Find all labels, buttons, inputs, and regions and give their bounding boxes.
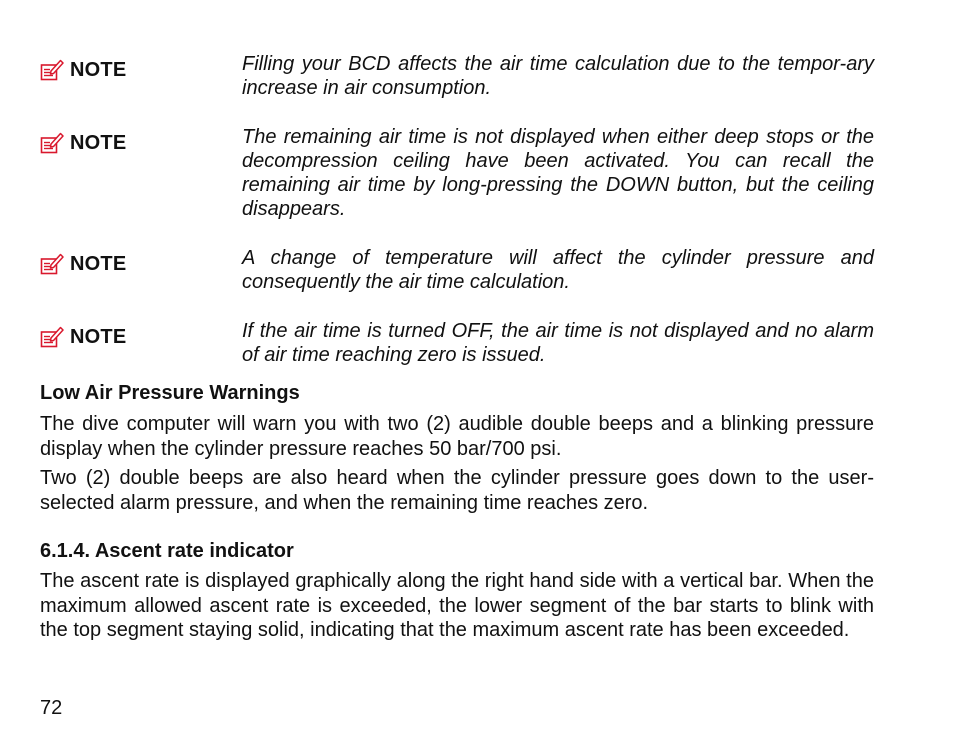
note-word: NOTE: [70, 58, 127, 81]
note-word: NOTE: [70, 252, 127, 275]
note-label: [40, 252, 126, 276]
note-text: If the air time is turned OFF, the air time is not displayed and no alarm of air time reaching zero is issued.: [242, 320, 874, 366]
note-text: Filling your BCD affects the air time calculation due to the tempor-ary increase in air consumption.: [242, 53, 874, 99]
note-text: The remaining air time is not displayed when either deep stops or the decompression ceiling have been activated. You can recall the remaining air time by long-pressing the DOWN button, but the ceiling disappears.: [242, 126, 874, 220]
section-heading-low-air: Low Air Pressure Warnings: [40, 382, 300, 404]
note-word: NOTE: [70, 131, 127, 154]
pencil-note-icon: [40, 132, 64, 154]
section-heading-ascent-rate: 6.1.4. Ascent rate indicator: [40, 540, 294, 562]
page-number: 72: [40, 697, 63, 719]
note-label: [40, 131, 126, 155]
note-label: [40, 58, 126, 82]
note-label: [40, 325, 126, 349]
pencil-note-icon: [40, 326, 64, 348]
pencil-note-icon: [40, 253, 64, 275]
note-word: NOTE: [70, 325, 127, 348]
paragraph-low-air-2: Two (2) double beeps are also heard when the cylinder pressure goes down to the user-selected alarm pressure, and when the remaining time reaches zero.: [40, 467, 874, 514]
paragraph-low-air-1: The dive computer will warn you with two (2) audible double beeps and a blinking pressure display when the cylinder pressure reaches 50 bar/700 psi.: [40, 413, 874, 460]
pencil-note-icon: [40, 59, 64, 81]
note-text: A change of temperature will affect the cylinder pressure and consequently the air time calculation.: [242, 247, 874, 293]
paragraph-ascent-rate: The ascent rate is displayed graphically along the right hand side with a vertical bar. When the maximum allowed ascent rate is exceeded, the lower segment of the bar starts to blink with the top segment staying solid, indicating that the maximum ascent rate has been exceeded.: [40, 570, 874, 641]
